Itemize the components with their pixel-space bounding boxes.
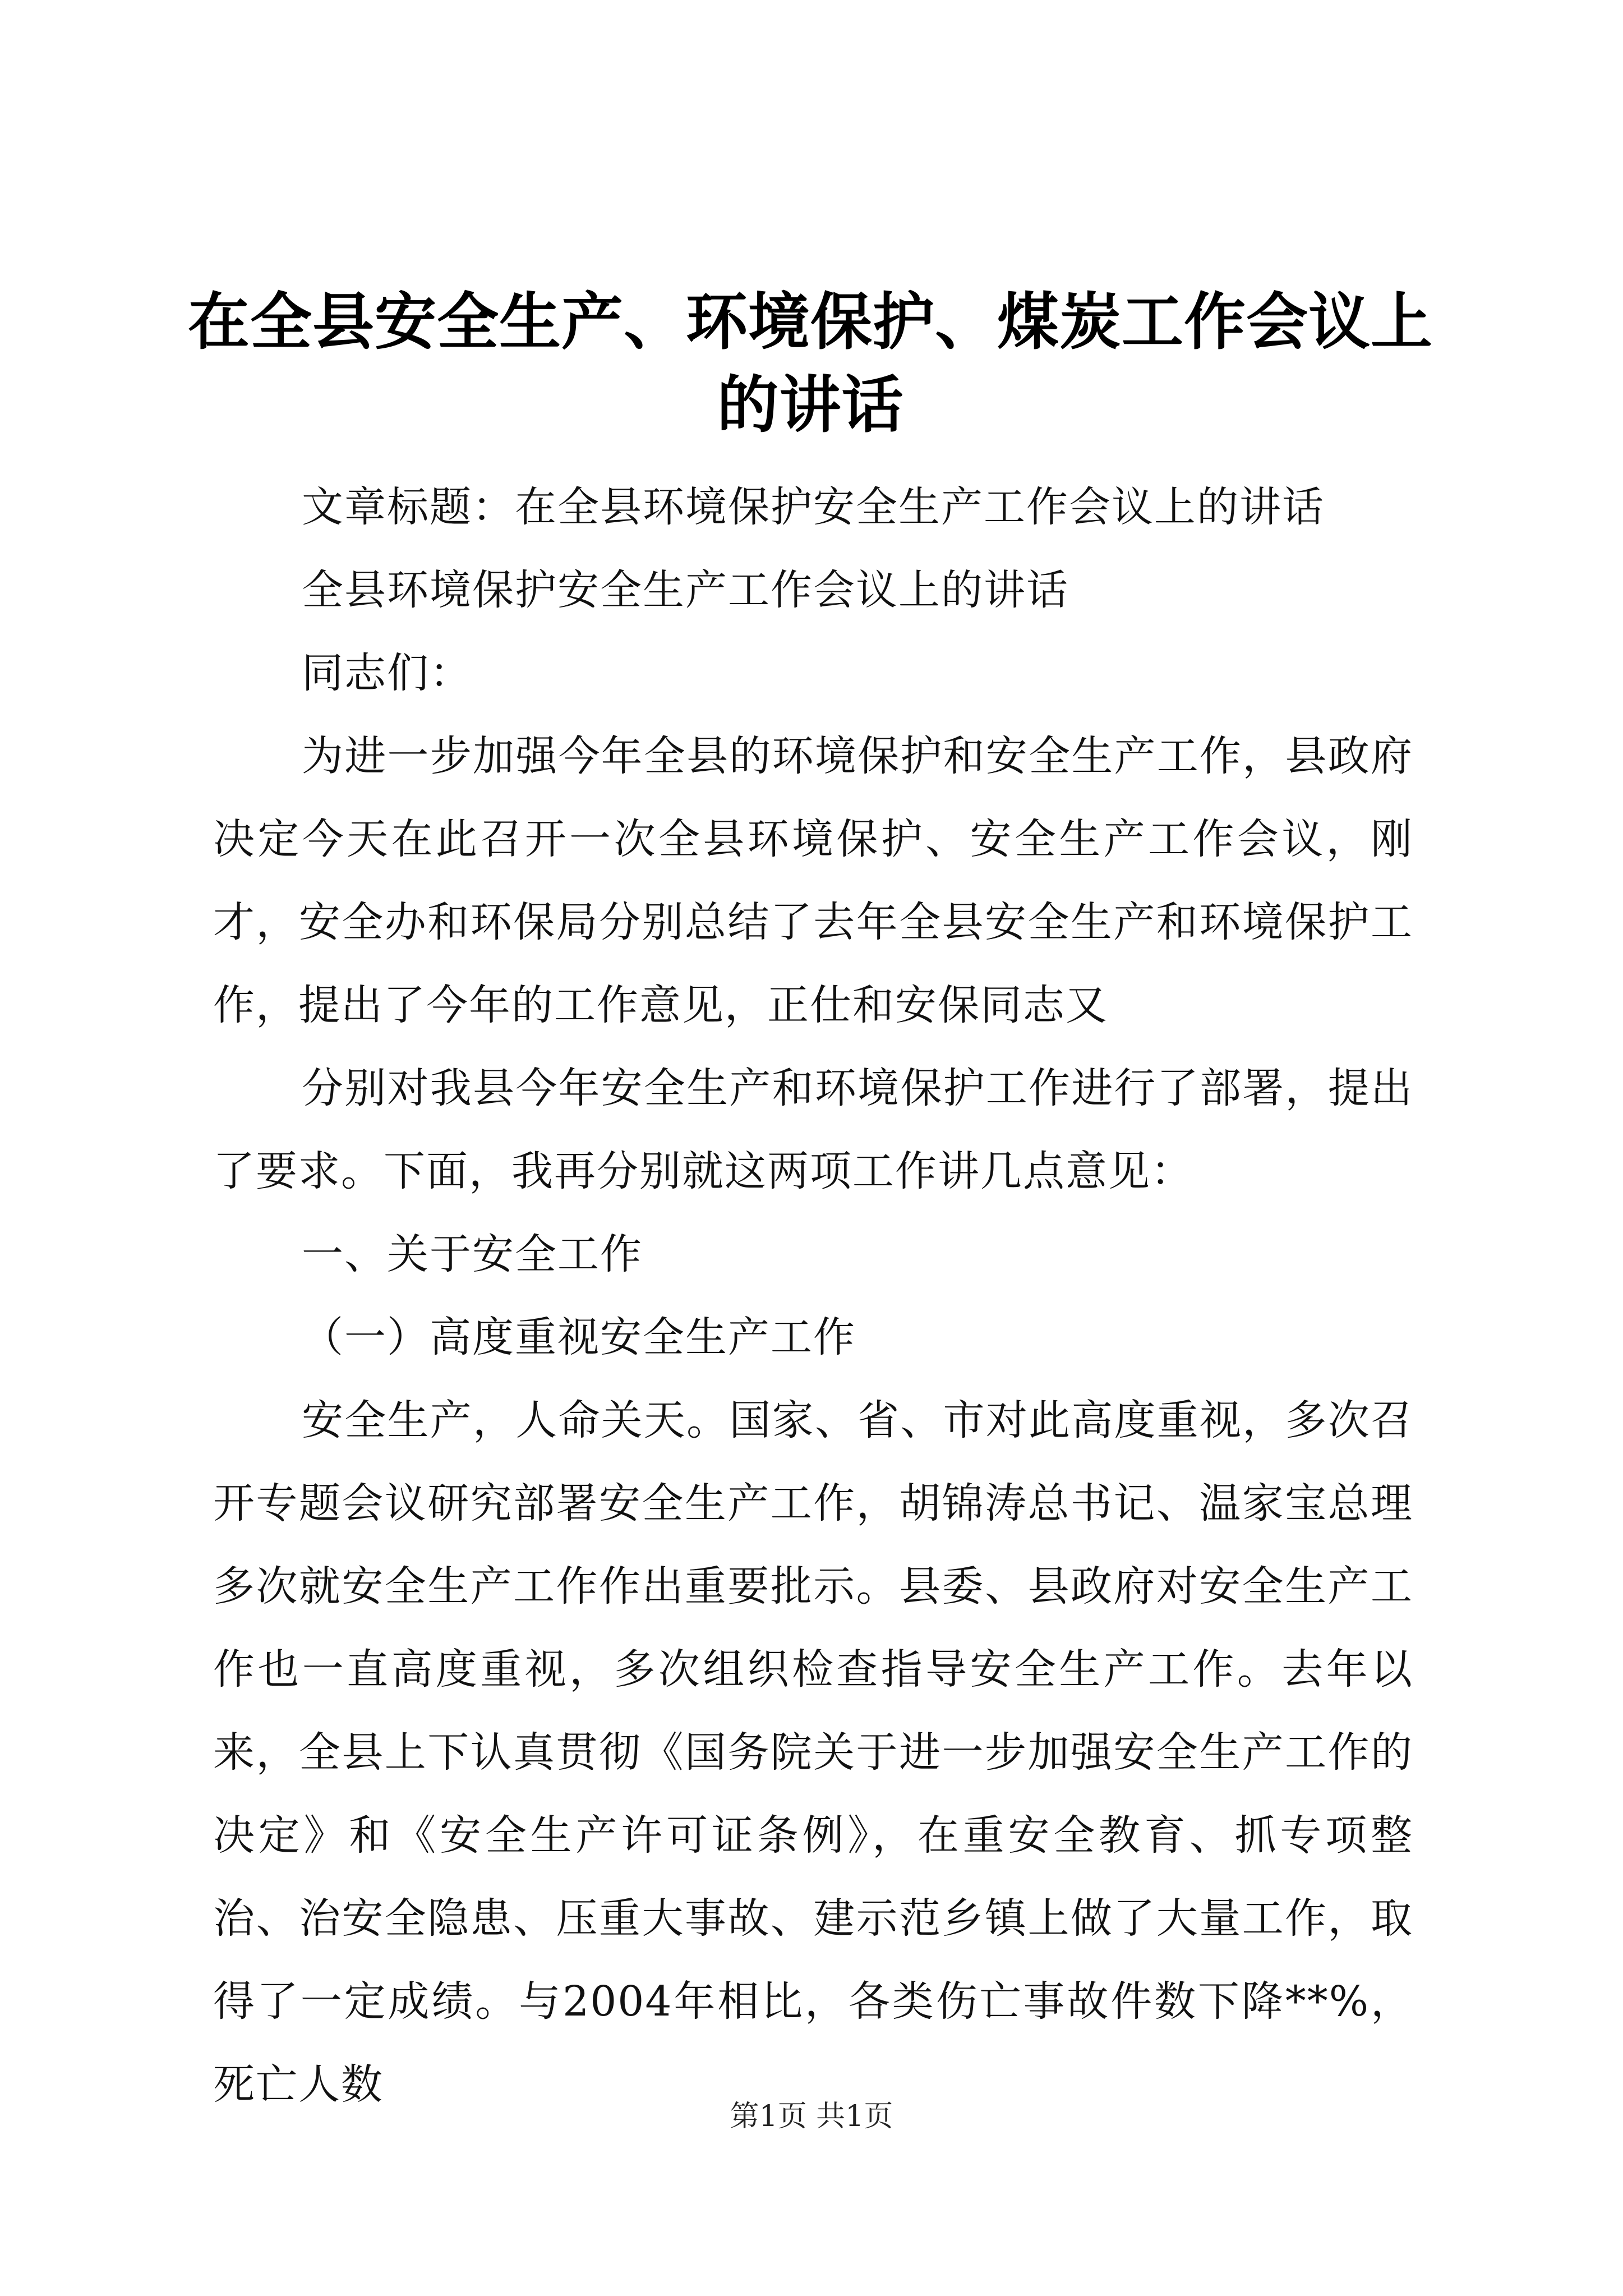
- paragraph: 为进一步加强今年全县的环境保护和安全生产工作，县政府决定今天在此召开一次全县环境保护、安全生产工作会议，刚才，安全办和环保局分别总结了去年全县安全生产和环境保护工作，提出了今年的工作意见，正仕和安保同志又: [213, 732, 1413, 1029]
- speech-subtitle: 全县环境保护安全生产工作会议上的讲话: [302, 566, 1069, 614]
- subsection-heading: （一）高度重视安全生产工作: [302, 1313, 856, 1361]
- paragraph: 分别对我县今年安全生产和环境保护工作进行了部署，提出了要求。下面，我再分别就这两项工作讲几点意见：: [213, 1064, 1413, 1195]
- document-body: [213, 466, 1413, 2126]
- section-heading: 一、关于安全工作: [302, 1230, 643, 1278]
- document-title: 在全县安全生产、环境保护、煤炭工作会议上的讲话: [188, 286, 1433, 441]
- salutation: 同志们：: [302, 649, 472, 697]
- page-number-footer: 第1页 共1页: [730, 2100, 893, 2133]
- paragraph: 安全生产，人命关天。国家、省、市对此高度重视，多次召开专题会议研究部署安全生产工作，胡锦涛总书记、温家宝总理多次就安全生产工作作出重要批示。县委、县政府对安全生产工作也一直高度重视，多次组织检查指导安全生产工作。去年以来，全县上下认真贯彻《国务院关于进一步加强安全生产工作的决定》和《安全生产许可证条例》，在重安全教育、抓专项整治、治安全隐患、压重大事故、建示范乡镇上做了大量工作，取得了一定成绩。与2004年相比，各类伤亡事故件数下降**%，死亡人数: [213, 1396, 1413, 2109]
- article-title-line: 文章标题：在全县环境保护安全生产工作会议上的讲话: [302, 483, 1325, 531]
